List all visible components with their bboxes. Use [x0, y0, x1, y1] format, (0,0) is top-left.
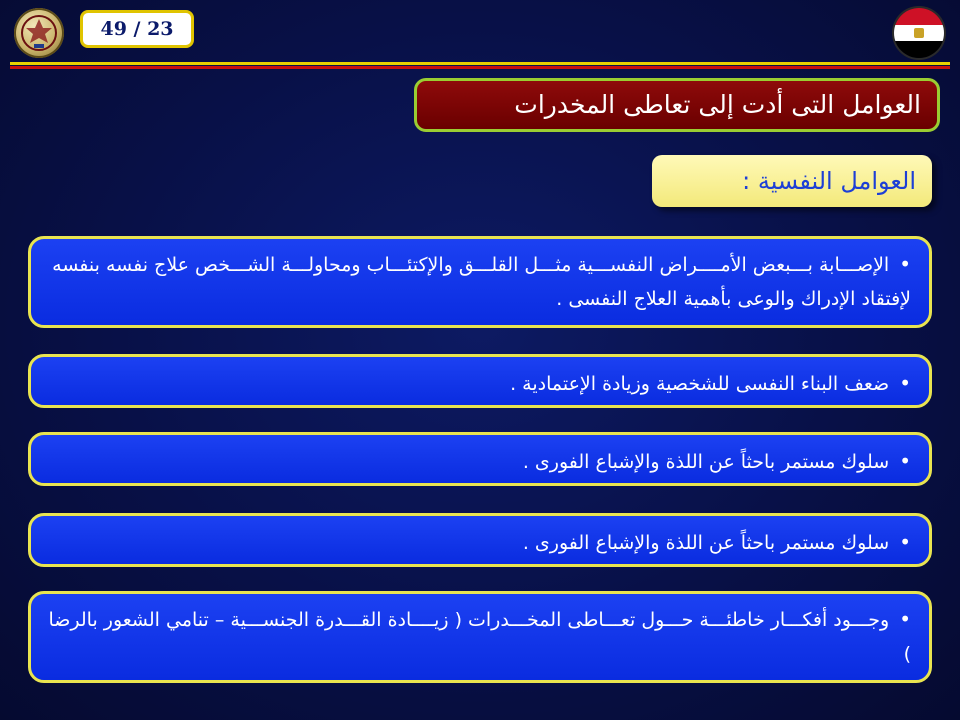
- bullet-item-2: [28, 354, 932, 408]
- bullet-dot: •: [899, 371, 911, 395]
- slide-title: العوامل التى أدت إلى تعاطى المخدرات: [414, 78, 940, 132]
- bullet-item-1: [28, 236, 932, 328]
- egypt-flag-icon: [894, 8, 944, 58]
- flag-eagle-icon: [914, 28, 924, 38]
- flag-red-band: [894, 8, 944, 25]
- page-counter: 49 / 23: [80, 10, 194, 48]
- bullet-text-4: سلوك مستمر باحثاً عن اللذة والإشباع الفورى .: [522, 532, 890, 554]
- bullet-text-3: سلوك مستمر باحثاً عن اللذة والإشباع الفورى .: [522, 451, 890, 473]
- header-divider-red: [10, 66, 950, 69]
- flag-black-band: [894, 41, 944, 58]
- bullet-item-5: [28, 591, 932, 683]
- bullet-item-4: [28, 513, 932, 567]
- emblem-icon: [14, 8, 64, 58]
- bullet-dot: •: [899, 607, 911, 631]
- bullet-text-2: ضعف البناء النفسى للشخصية وزيادة الإعتمادية .: [510, 373, 890, 395]
- emblem-logo: [14, 8, 64, 58]
- section-subtitle: العوامل النفسية :: [652, 155, 932, 207]
- header-divider-yellow: [10, 62, 950, 65]
- bullet-text-1: الإصـــابة بـــبعض الأمــــراض النفســـية مثـــل القلـــق والإكتئـــاب ومحاولـــة الشـــخص علاج نفسه بنفسه لإفتقاد الإدراك والوعى بأهمية العلاج النفسى .: [52, 254, 911, 310]
- bullet-dot: •: [899, 530, 911, 554]
- bullet-dot: •: [899, 252, 911, 276]
- bullet-item-3: [28, 432, 932, 486]
- bullet-dot: •: [899, 449, 911, 473]
- bullet-text-5: وجـــود أفكـــار خاطئـــة حـــول تعـــاطى المخـــدرات ( زيــــادة القـــدرة الجنســـية – تنامي الشعور بالرضا ): [48, 609, 911, 665]
